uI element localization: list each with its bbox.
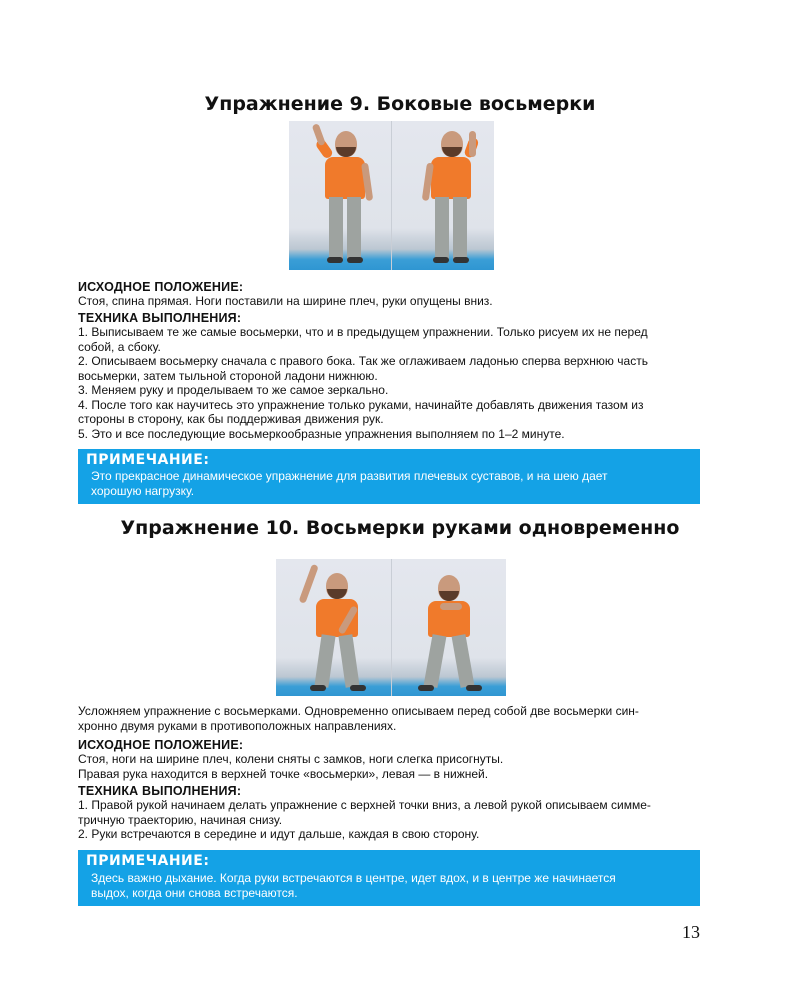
- ex10-start-text: [78, 752, 728, 781]
- ex10-technique-label: ТЕХНИКА ВЫПОЛНЕНИЯ:: [78, 784, 242, 798]
- ex10-step-line: 1. Правой рукой начинаем делать упражнение с верхней точки вниз, а левой рукой описываем симме-: [78, 798, 651, 812]
- ex10-intro-line: хронно двумя руками в противоположных направлениях.: [78, 718, 397, 733]
- exercise-10-title: Упражнение 10. Восьмерки руками одновременно: [120, 517, 680, 539]
- ex10-start-label: ИСХОДНОЕ ПОЛОЖЕНИЕ:: [78, 738, 244, 752]
- ex9-step-line: 5. Это и все последующие восьмеркообразные упражнения выполняем по 1–2 минуте.: [78, 426, 565, 441]
- ex10-start-line: Стоя, ноги на ширине плеч, колени сняты с замков, ноги слегка присогнуты.: [78, 752, 504, 766]
- ex9-technique-label: ТЕХНИКА ВЫПОЛНЕНИЯ:: [78, 311, 242, 325]
- ex9-step-line: 4. После того как научитесь это упражнение только руками, начинайте добавлять движения тазом из: [78, 397, 644, 412]
- figure-right: [416, 563, 488, 693]
- figure-right: [419, 127, 489, 267]
- ex10-start-line: Правая рука находится в верхней точке «восьмерки», левая — в нижней.: [78, 766, 489, 781]
- ex9-step-line: 2. Описываем восьмерку сначала с правого бока. Так же оглаживаем ладонью сперва верхнюю часть: [78, 354, 648, 368]
- ex10-note-body: [91, 871, 616, 901]
- ex9-note-body: [91, 469, 608, 499]
- ex9-step-line: 1. Выписываем те же самые восьмерки, что и в предыдущем упражнении. Только рисуем их не перед: [78, 325, 648, 339]
- ex10-note-line: Здесь важно дыхание. Когда руки встречаются в центре, идет вдох, и в центре же начинается: [91, 871, 616, 885]
- ex10-note-title: ПРИМЕЧАНИЕ:: [86, 853, 210, 869]
- exercise-9-title: Упражнение 9. Боковые восьмерки: [204, 93, 596, 115]
- ex9-step-line: стороны в сторону, как бы поддерживая движения рук.: [78, 412, 384, 426]
- ex9-note: [78, 449, 700, 504]
- ex10-intro: [78, 704, 728, 733]
- exercise-9-photo: [289, 121, 494, 270]
- ex9-note-line: Это прекрасное динамическое упражнение для развития плечевых суставов, и на шею дает: [91, 469, 608, 483]
- ex9-note-line: хорошую нагрузку.: [91, 484, 195, 498]
- ex9-step-line: восьмерки, затем тыльной стороной ладони нижнюю.: [78, 368, 378, 383]
- page-number: 13: [682, 922, 700, 942]
- ex9-steps: [78, 325, 728, 441]
- figure-left: [311, 127, 381, 267]
- ex10-note: [78, 850, 700, 906]
- ex10-step-line: 2. Руки встречаются в середине и идут дальше, каждая в свою сторону.: [78, 827, 480, 841]
- ex10-step-line: тричную траекторию, начиная снизу.: [78, 812, 283, 827]
- figure-left: [304, 563, 376, 693]
- ex9-note-title: ПРИМЕЧАНИЕ:: [86, 452, 210, 468]
- ex9-step-line: собой, а сбоку.: [78, 339, 161, 354]
- ex9-start-text: Стоя, спина прямая. Ноги поставили на ширине плеч, руки опущены вниз.: [78, 294, 493, 308]
- ex10-steps: [78, 798, 728, 842]
- ex9-start-label: ИСХОДНОЕ ПОЛОЖЕНИЕ:: [78, 280, 244, 294]
- ex9-step-line: 3. Меняем руку и проделываем то же самое зеркально.: [78, 383, 389, 397]
- ex10-note-line: выдох, когда они снова встречаются.: [91, 886, 298, 900]
- exercise-10-photo: [276, 559, 506, 696]
- ex10-intro-line: Усложняем упражнение с восьмерками. Одновременно описываем перед собой две восьмерки син-: [78, 704, 639, 718]
